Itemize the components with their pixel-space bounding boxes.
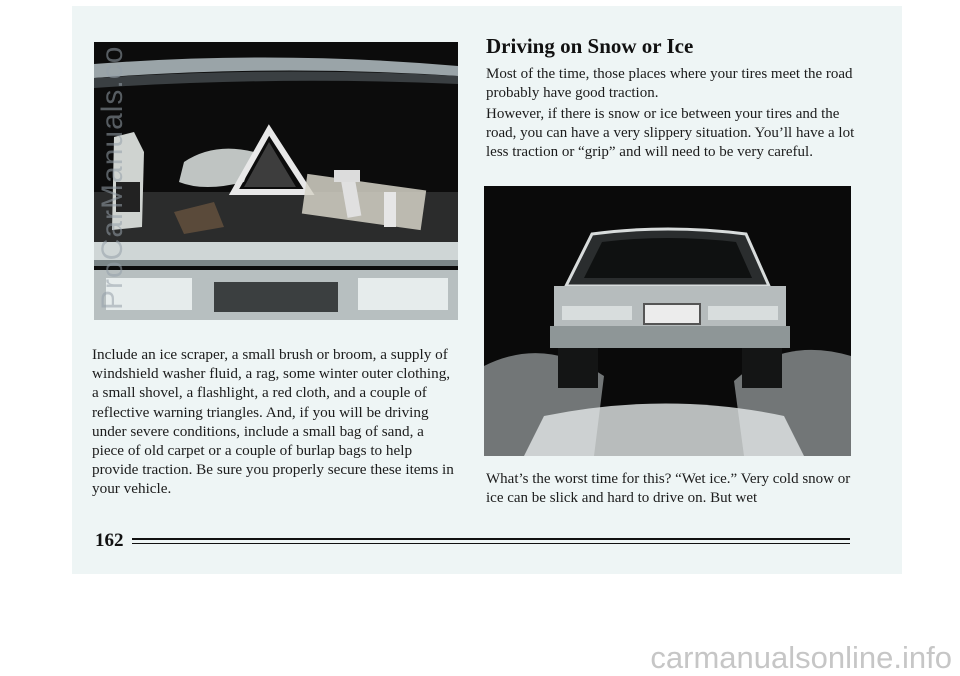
wet-ice-paragraph: What’s the worst time for this? “Wet ice.” Very cold snow or ice can be slick and hard to drive on. But wet	[486, 471, 851, 506]
car-on-snow-photo	[484, 186, 851, 456]
trunk-photo-drawing	[94, 42, 458, 320]
side-watermark: ProCarManuals.co	[96, 45, 129, 310]
page-number: 162	[95, 530, 124, 551]
winter-kit-paragraph: Include an ice scraper, a small brush or broom, a supply of windshield washer fluid, a rag, some winter outer clothing, a small shovel, a flashlight, a red cloth, and a couple of reflective warning triangles. And, if you will be driving under severe conditions, include a small bag of sand, a piece of old carpet or a couple of burlap bags to help provide traction. Be sure you properly secure these items in your vehicle.	[92, 346, 454, 498]
traction-paragraph: Most of the time, those places where your tires meet the road probably have good traction.	[486, 66, 853, 101]
footer-rule-thin	[132, 543, 850, 544]
bottom-watermark: carmanualsonline.info	[650, 640, 952, 675]
footer-rule-thick	[132, 538, 850, 540]
section-heading: Driving on Snow or Ice	[486, 34, 694, 58]
trunk-winter-kit-photo	[94, 42, 458, 320]
slippery-paragraph: However, if there is snow or ice between your tires and the road, you can have a very slippery situation. You’ll have a lot less traction or “grip” and will need to be very careful.	[486, 106, 855, 160]
car-photo-drawing	[484, 186, 851, 456]
